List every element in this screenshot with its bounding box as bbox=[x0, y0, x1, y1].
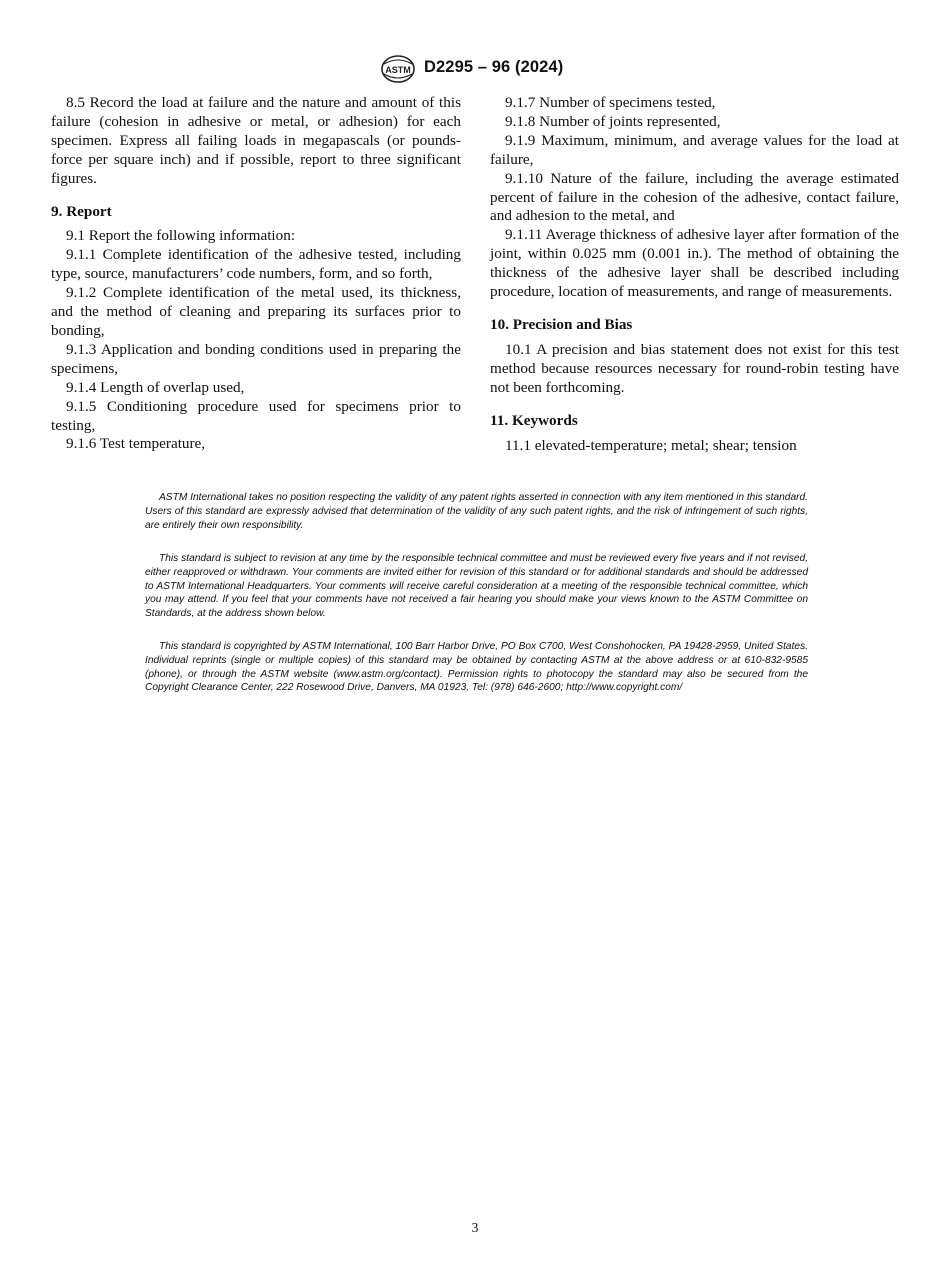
paragraph-9-1-7: 9.1.7 Number of specimens tested, bbox=[505, 94, 716, 111]
svg-text:ASTM: ASTM bbox=[385, 65, 411, 75]
paragraph-9-1-2: 9.1.2 Complete identification of the metal used, its thickness, and the method of cleaning and preparing its surfaces prior to bonding, bbox=[51, 284, 461, 339]
paragraph-8-5: 8.5 Record the load at failure and the nature and amount of this failure (cohesion in adhesive or metal, or adhesion) for each specimen. Express all failing loads in megapascals (or pounds-force per square inch) and if possible, report to three significant figures. bbox=[51, 94, 461, 187]
astm-logo-icon bbox=[380, 54, 416, 84]
right-column bbox=[490, 94, 899, 455]
page-number: 3 bbox=[471, 1220, 479, 1235]
paragraph-10-1: 10.1 A precision and bias statement does not exist for this test method because resources necessary for round-robin testing have not been forthcoming. bbox=[490, 340, 899, 396]
section-heading-precision: 10. Precision and Bias bbox=[490, 315, 633, 333]
paragraph-9-1-1: 9.1.1 Complete identification of the adhesive tested, including type, source, manufacturers’ code numbers, form, and so forth, bbox=[51, 246, 461, 283]
paragraph-9-1-4: 9.1.4 Length of overlap used, bbox=[66, 378, 245, 396]
section-heading-keywords: 11. Keywords bbox=[490, 411, 578, 429]
paragraph-9-1-9: 9.1.9 Maximum, minimum, and average values for the load at failure, bbox=[490, 131, 899, 168]
section-heading-report: 9. Report bbox=[51, 202, 112, 220]
paragraph-9-1-5: 9.1.5 Conditioning procedure used for specimens prior to testing, bbox=[51, 397, 461, 434]
left-column bbox=[51, 94, 461, 454]
revision-notice-text: This standard is subject to revision at any time by the responsible technical committee and must be reviewed every five years and if not revised, either reapproved or withdrawn. Your comments are invited either for revision of this standard or for additional standards and should be addressed to ASTM International Headquarters. Your comments will receive careful consideration at a meeting of the responsible technical committee, which you may attend. If you feel that your comments have not received a fair hearing you should make your views known to the ASTM Committee on Standards, at the address shown below. bbox=[145, 553, 808, 620]
revision-notice bbox=[145, 552, 808, 621]
patent-notice-text: ASTM International takes no position respecting the validity of any patent rights asserted in connection with any item mentioned in this standard. Users of this standard are expressly advised that determination of the validity of any such patent rights, and the risk of infringement of such rights, are entirely their own responsibility. bbox=[145, 492, 808, 531]
copyright-notice-text: This standard is copyrighted by ASTM International, 100 Barr Harbor Drive, PO Box C700, West Conshohocken, PA 19428-2959, United States. Individual reprints (single or multiple copies) of this standard may be obtained by contacting ASTM at the above address or at 610-832-9585 (phone), or through the ASTM website (www.astm.org/contact). Permission rights to photocopy the standard may also be secured from the Copyright Clearance Center, 222 Rosewood Drive, Danvers, MA 01923, Tel: (978) 646-2600; http://www.copyright.com/ bbox=[145, 641, 808, 694]
patent-notice bbox=[145, 491, 808, 532]
paragraph-9-1-8: 9.1.8 Number of joints represented, bbox=[505, 112, 721, 130]
page-header bbox=[0, 54, 950, 84]
paragraph-11-1: 11.1 elevated-temperature; metal; shear; tension bbox=[505, 436, 797, 454]
copyright-notice bbox=[145, 640, 808, 695]
paragraph-9-1-10: 9.1.10 Nature of the failure, including the average estimated percent of failure in the cohesion of the adhesive, contact failure, and adhesion to the metal, and bbox=[490, 169, 899, 225]
paragraph-9-1-11: 9.1.11 Average thickness of adhesive layer after formation of the joint, within 0.025 mm (0.001 in.). The method of obtaining the thickness of the adhesive layer shall be described including procedure, location of measurements, and range of measurements. bbox=[490, 226, 899, 301]
paragraph-9-1-6: 9.1.6 Test temperature, bbox=[66, 435, 206, 453]
standard-designation: D2295 – 96 (2024) bbox=[424, 58, 564, 76]
paragraph-9-1-3: 9.1.3 Application and bonding conditions used in preparing the specimens, bbox=[51, 340, 461, 377]
paragraph-9-1: 9.1 Report the following information: bbox=[66, 227, 296, 245]
